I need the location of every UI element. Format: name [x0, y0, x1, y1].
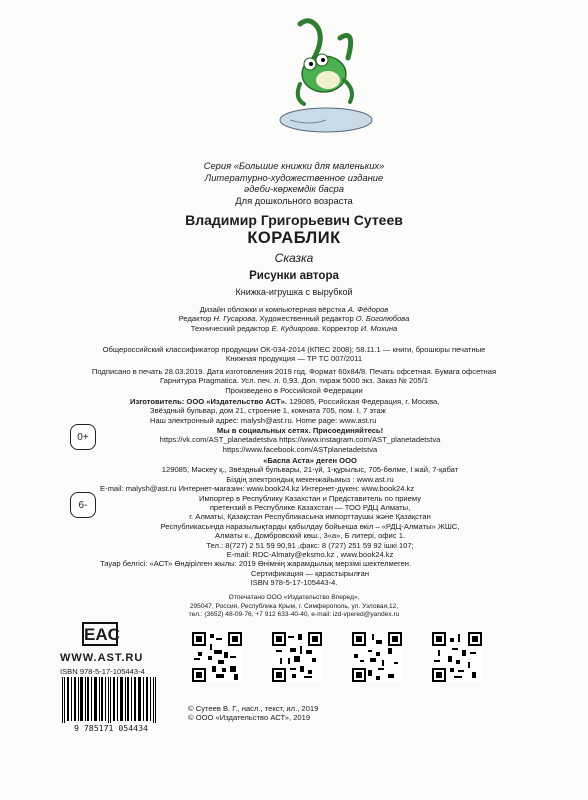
- kz-line: E-mail: malysh@ast.ru Интернет-магазин: www.book24.kz Интернет-дүкен: www.book24.kz: [100, 484, 415, 494]
- author: Владимир Григорьевич Сутеев: [185, 212, 403, 228]
- edition-type: Литературно-художественное издание: [204, 171, 384, 183]
- manufacturer: [130, 397, 550, 425]
- kz-line: Біздің электрондық мекенжайымыз : www.ast.ru: [226, 474, 394, 484]
- printer-line: Отпечатано ООО «Издательство Вперед»,: [228, 594, 360, 601]
- kz-block: [100, 456, 520, 578]
- illustrations-credit: Рисунки автора: [249, 270, 339, 282]
- print-info: [0, 367, 588, 395]
- kz-line: Импортер в Республику Казахстан и Представитель по приему: [198, 493, 422, 503]
- print-info-line: Подписано в печать 28.03.2019. Дата изготовления 2019 год. Формат 60x84/8. Печать офсетная. Бумага офсетная: [91, 367, 497, 376]
- age-rating-0-badge: 0+: [70, 424, 96, 450]
- series-name: Серия «Большие книжки для маленьких»: [203, 160, 385, 171]
- manufacturer-address: Звёздный бульвар, дом 21, строение 1, комната 705, пом. I, 7 этаж: [150, 406, 386, 416]
- credit-line: Дизайн обложки и компьютерная вёрстка А. Фёдоров: [199, 305, 389, 314]
- social-block: [100, 426, 500, 454]
- printer-line: тел.: (3652) 48-09-76, +7 912 633-40-40, e-mail: izd-vpered@yandex.ru: [188, 611, 400, 619]
- copyright-publisher: © ООО «Издательство АСТ», 2019: [188, 713, 311, 723]
- edition-type-kz: әдеби-көркемдік басра: [244, 183, 344, 195]
- classifier-line: Общероссийский классификатор продукции ОК-034-2014 (КПЕС 2008); 58.11.1 — книги, брошюры печатные: [102, 345, 486, 354]
- print-info-line: Гарнитура Pragmatica. Усл. печ. л. 0,93. Доп. тираж 5000 экз. Заказ № 205/1: [159, 376, 429, 386]
- credits: [0, 305, 588, 333]
- kz-line: Республикасында наразылықтарды қабылдау бойынша өкіл – «РДЦ-Алматы» ЖШС,: [160, 521, 460, 531]
- kz-line: Тауар белгісі: «АСТ» Өндірілген жылы: 2019 Өнімнің жарамдылық мерзімі шектелмеген.: [100, 559, 412, 569]
- kz-publisher: «Баспа Аста» деген ООО: [263, 456, 357, 465]
- qr-code-site: [432, 632, 482, 682]
- barcode-digits: 9 785171 054434: [60, 723, 162, 733]
- classifier: [0, 345, 588, 364]
- kz-line: E-mail: RDC-Almaty@eksmo.kz , www.book24.kz: [226, 550, 394, 560]
- social-facebook: https://www.facebook.com/ASTplanetadetstva: [222, 444, 378, 454]
- age-group: Для дошкольного возраста: [235, 194, 353, 206]
- social-links: https://vk.com/AST_planetadetstva https://www.instagram.com/AST_planetadetstva: [159, 435, 441, 445]
- social-heading: Мы в социальных сетях. Присоединяйтесь!: [216, 426, 384, 435]
- eac-logo: EAC: [82, 622, 118, 646]
- printer-block: [0, 594, 588, 620]
- series-block: [0, 160, 588, 206]
- kz-line: претензий в Республике Казахстан — ТОО РДЦ Алматы,: [209, 503, 411, 513]
- kz-line: Алматы к., Домбровский көш., 3«а», Б литері, офис 1.: [214, 531, 406, 541]
- kz-line: Тел.: 8(727) 2 51 59 90,91 ,факс: 8 (727) 251 59 92 ішкі 107;: [206, 540, 414, 550]
- frog-illustration: [240, 8, 400, 138]
- credit-line: Редактор Н. Гусарова. Художественный редактор О. Боголюбова: [178, 314, 410, 324]
- book-title: КОРАБЛИК: [247, 229, 341, 247]
- kz-line: г. Алматы, Қазақстан Республикасына импорттаушы және Қазақстан: [189, 512, 431, 522]
- kz-line: 129085, Мәскеу қ., Звёздный бульвары, 21-үй, 1-құрылыс, 705-бөлме, I жай, 7-қабат: [161, 465, 459, 475]
- website: WWW.AST.RU: [60, 652, 144, 664]
- copyright-author: © Сутеев В. Г., насл., текст, ил., 2019: [188, 704, 319, 713]
- kz-line: Сертификация — қарастырылған: [250, 568, 370, 578]
- qr-code-vk: [192, 632, 242, 682]
- qr-code-instagram: [272, 632, 322, 682]
- barcode-isbn: ISBN 978-5-17-105443-4: [60, 667, 145, 676]
- print-info-line: Произведено в Российской Федерации: [225, 385, 363, 395]
- genre: Сказка: [274, 251, 314, 265]
- age-rating-6-badge: 6-: [70, 492, 96, 518]
- book-type: Книжка-игрушка с вырубкой: [235, 287, 353, 297]
- qr-code-facebook: [352, 632, 402, 682]
- printer-line: 295047, Россия, Республика Крым, г. Симферополь, ул. Узловая,12,: [189, 602, 399, 610]
- manufacturer-line: Изготовитель: ООО «Издательство АСТ». 129085, Российская Федерация, г. Москва,: [130, 397, 440, 406]
- manufacturer-contacts: Наш электронный адрес: malysh@ast.ru. Home page: www.ast.ru: [150, 415, 377, 425]
- isbn: ISBN 978-5-17-105443-4.: [250, 578, 338, 587]
- credit-line: Технический редактор Е. Кудиярова. Корректор И. Мохина: [190, 323, 398, 333]
- classifier-line: Книжная продукция — ТР ТС 007/2011: [225, 354, 363, 364]
- copyright: [188, 704, 318, 723]
